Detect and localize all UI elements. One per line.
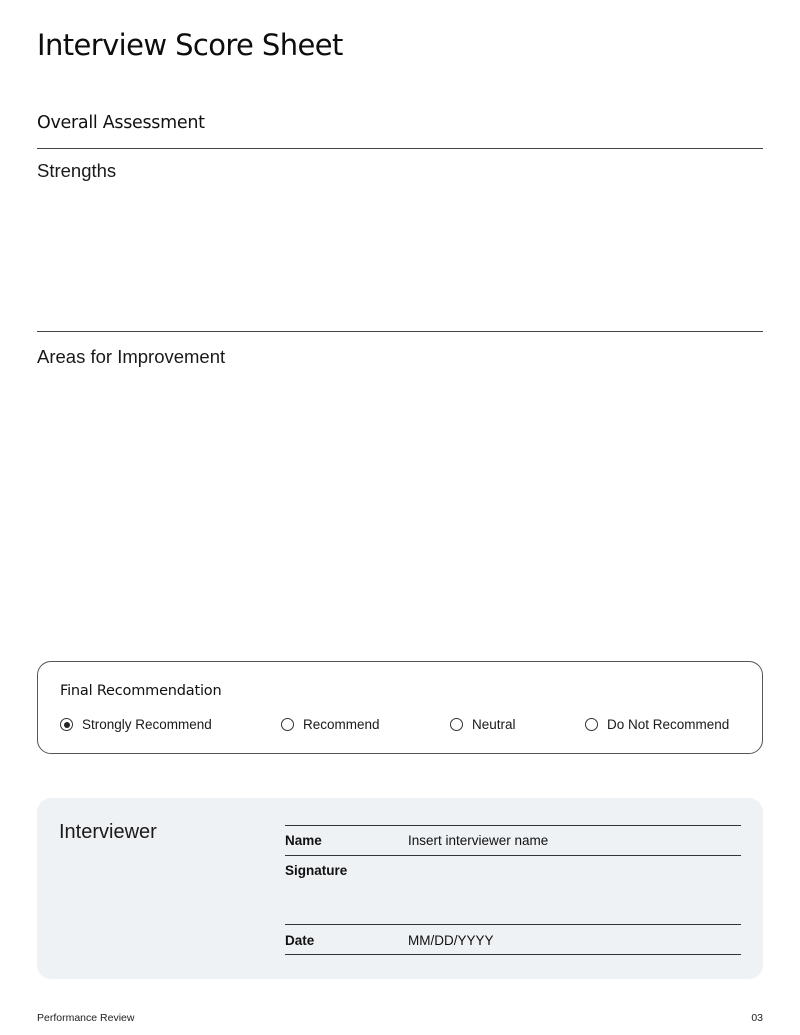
final-recommendation-box — [37, 661, 763, 754]
strengths-label: Strengths — [37, 160, 117, 181]
radio-selected-icon — [60, 718, 73, 731]
radio-option-recommend[interactable] — [281, 717, 380, 732]
interviewer-title: Interviewer — [59, 821, 157, 843]
footer-page-number: 03 — [751, 1012, 763, 1024]
radio-unselected-icon — [281, 718, 294, 731]
radio-unselected-icon — [450, 718, 463, 731]
divider — [285, 924, 741, 925]
interviewer-panel — [37, 798, 763, 979]
radio-unselected-icon — [585, 718, 598, 731]
divider — [37, 148, 763, 149]
footer-document-name: Performance Review — [37, 1012, 135, 1024]
radio-option-label: Do Not Recommend — [607, 717, 730, 732]
strengths-text-area[interactable] — [37, 188, 763, 323]
date-label: Date — [285, 933, 315, 948]
radio-option-do-not-recommend[interactable] — [585, 717, 729, 732]
divider — [285, 954, 741, 955]
areas-for-improvement-label: Areas for Improvement — [37, 346, 226, 367]
radio-option-label: Recommend — [303, 717, 380, 732]
divider — [285, 855, 741, 856]
signature-label: Signature — [285, 863, 348, 878]
date-input[interactable]: MM/DD/YYYY — [408, 933, 494, 948]
divider — [285, 825, 741, 826]
radio-option-label: Neutral — [472, 717, 516, 732]
name-input[interactable]: Insert interviewer name — [408, 833, 549, 848]
areas-for-improvement-text-area[interactable] — [37, 374, 763, 644]
radio-option-strongly-recommend[interactable] — [60, 717, 212, 732]
final-recommendation-title: Final Recommendation — [60, 683, 222, 699]
signature-field[interactable] — [285, 879, 741, 923]
divider — [37, 331, 763, 332]
radio-option-neutral[interactable] — [450, 717, 516, 732]
section-heading-overall-assessment: Overall Assessment — [37, 113, 205, 133]
radio-option-label: Strongly Recommend — [82, 717, 212, 732]
name-label: Name — [285, 833, 322, 848]
page-title: Interview Score Sheet — [37, 28, 343, 62]
